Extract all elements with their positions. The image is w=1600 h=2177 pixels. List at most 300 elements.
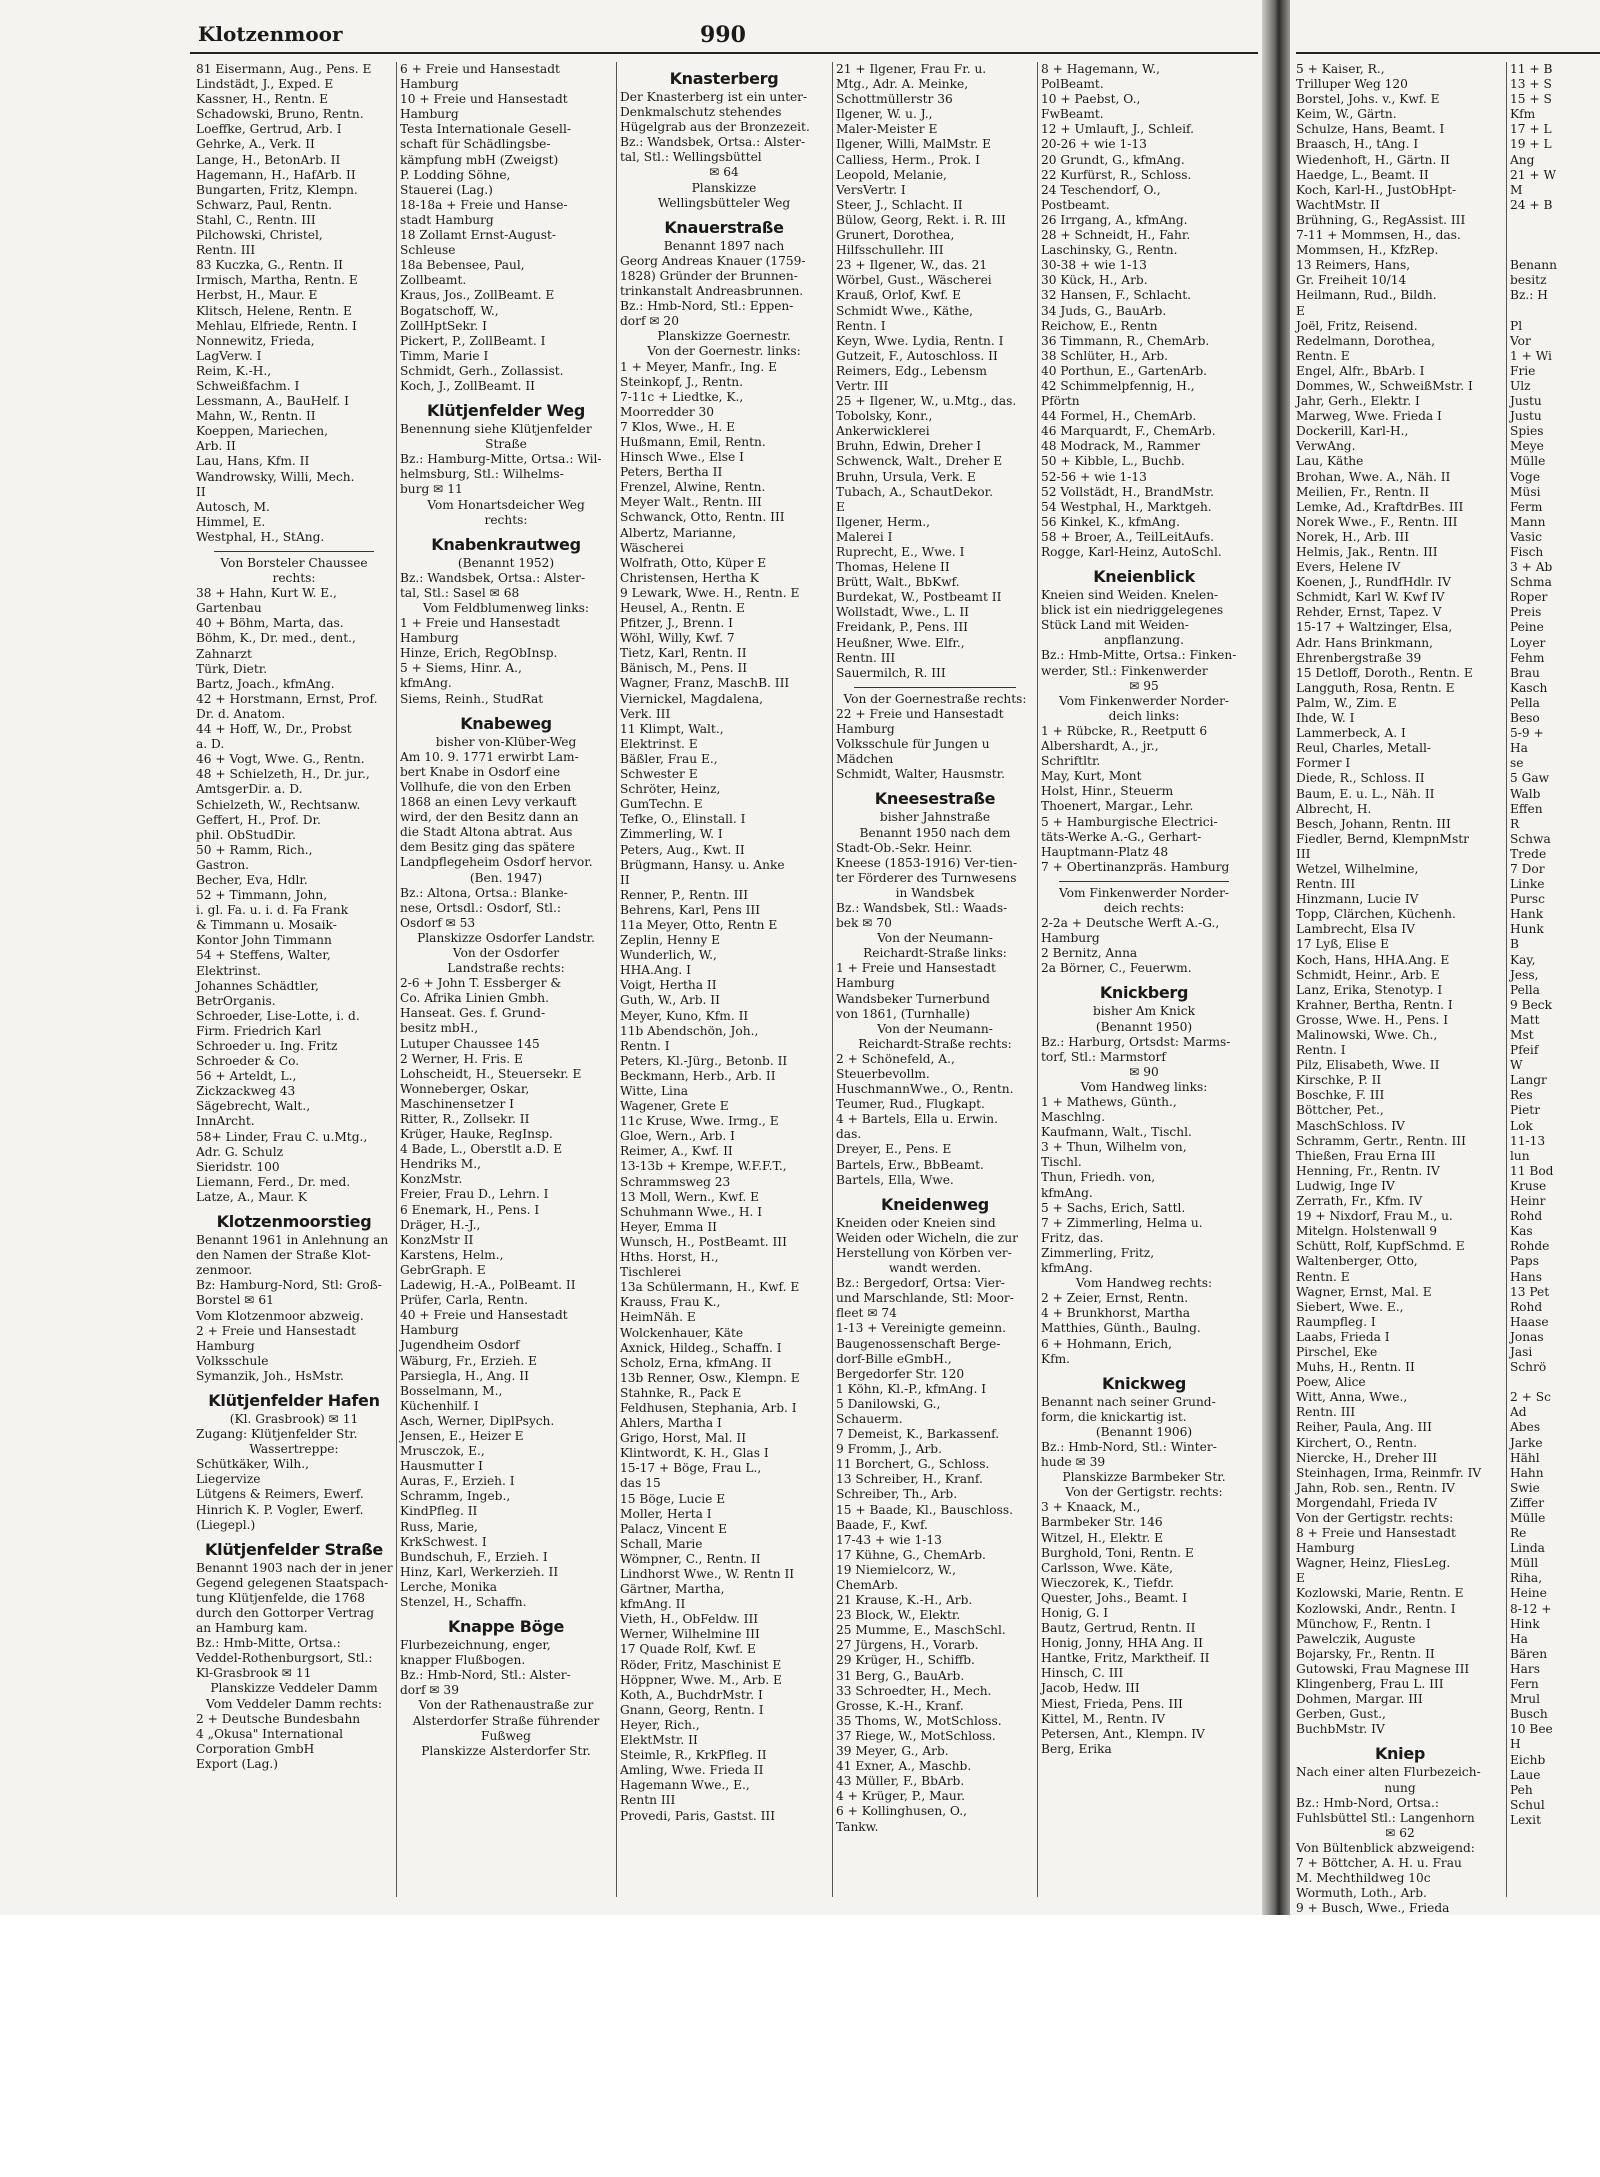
directory-entry: 8 + Hagemann, W., [1041, 62, 1161, 76]
directory-entry: Klingenberg, Frau L. III [1296, 1677, 1444, 1692]
directory-entry: Schrammsweg 23 [620, 1174, 731, 1189]
directory-entry: VersVertr. I [836, 182, 906, 197]
directory-entry: Fehm [1510, 650, 1545, 665]
directory-entry: 52-56 + wie 1-13 [1041, 469, 1147, 484]
directory-entry: 44 Formel, H., ChemArb. [1041, 409, 1197, 424]
directory-entry: Hagemann Wwe., E., [620, 1778, 750, 1793]
directory-entry: 42 + Horstmann, Ernst, Prof. [196, 691, 378, 706]
directory-entry: Pickert, P., ZollBeamt. I [400, 333, 546, 348]
directory-entry: Koenen, J., RundfHdlr. IV [1296, 575, 1451, 590]
next-page-rule [1296, 52, 1600, 54]
directory-entry: knapper Flußbogen. [400, 1653, 526, 1668]
directory-entry: Von der Goernestraße rechts: [843, 691, 1027, 706]
directory-entry: Krauss, Frau K., [620, 1295, 721, 1310]
directory-entry: 7-11 + Mommsen, H., das. [1296, 228, 1461, 243]
directory-entry: Hths. Horst, H., [620, 1250, 719, 1265]
directory-entry: 8-12 + [1510, 1601, 1552, 1616]
directory-entry: Bz.: Hmb-Nord, Ortsa.: [1296, 1795, 1439, 1810]
directory-entry: 1-13 + Vereinigte gemeinn. [836, 1321, 1006, 1336]
directory-entry: 7 + Böttcher, A. H. u. Frau [1296, 1855, 1462, 1870]
directory-entry: Stahl, C., Rentn. III [196, 212, 316, 227]
directory-entry: Schulze, Hans, Beamt. I [1296, 122, 1445, 137]
directory-entry: a. D. [196, 737, 225, 752]
directory-entry: Brütt, Walt., BbKwf. [836, 575, 960, 590]
directory-entry: Vom Handweg rechts: [1075, 1276, 1213, 1291]
directory-entry: 21 + W [1510, 167, 1556, 182]
directory-entry: 40 + Böhm, Marta, das. [196, 616, 344, 631]
directory-entry: Hamburg [836, 722, 895, 737]
directory-entry: Trilluper Weg 120 [1296, 77, 1408, 92]
directory-entry: Tubach, A., SchautDekor. [836, 484, 993, 499]
directory-entry: Bz.: Wandsbek, Stl.: Waads- [836, 900, 1008, 915]
directory-entry: Bz.: Hmb-Mitte, Ortsa.: Finken- [1041, 648, 1237, 663]
directory-entry: 24 Teschendorf, O., [1041, 182, 1161, 197]
directory-entry: Viernickel, Magdalena, [620, 691, 764, 706]
directory-entry: nung [1384, 1780, 1416, 1795]
directory-entry: 58+ Linder, Frau C. u.Mtg., [196, 1129, 368, 1144]
directory-entry: Rentn. I [1296, 1043, 1346, 1058]
directory-entry: Steer, J., Schlacht. II [836, 197, 963, 212]
directory-entry: Christensen, Hertha K [620, 570, 759, 585]
directory-entry: Sieridstr. 100 [196, 1159, 280, 1174]
directory-entry: Schall, Marie [620, 1536, 703, 1551]
directory-entry: Vom Klotzenmoor abzweig. [196, 1308, 364, 1323]
directory-entry: 30 Kück, H., Arb. [1041, 273, 1148, 288]
directory-entry: Höppner, Wwe. M., Arb. E [620, 1672, 782, 1687]
directory-entry: Flurbezeichnung, enger, [400, 1638, 551, 1653]
directory-entry: 2 Werner, H. Fris. E [400, 1051, 523, 1066]
directory-entry: Bz.: H [1510, 288, 1548, 303]
directory-entry: an Hamburg kam. [196, 1621, 308, 1636]
directory-entry: HeimNäh. E [620, 1310, 696, 1325]
directory-entry: Heyer, Rich., [620, 1717, 700, 1732]
directory-entry: ✉ 90 [1129, 1064, 1159, 1079]
directory-entry: Planskizze Barmbeker Str. [1062, 1470, 1226, 1485]
column-7 [1510, 62, 1600, 1902]
directory-entry: 31 Berg, G., BauArb. [836, 1668, 965, 1683]
directory-entry: 41 Exner, A., Maschb. [836, 1759, 972, 1774]
directory-entry: Fuhlsbüttel Stl.: Langenhorn [1296, 1810, 1475, 1825]
directory-entry: Lemke, Ad., KraftdrBes. III [1296, 499, 1464, 514]
directory-entry: fleet ✉ 74 [836, 1306, 897, 1321]
directory-entry: Mtg., Adr. A. Meinke, [836, 77, 969, 92]
directory-entry: Witzel, H., Elektr. E [1041, 1530, 1164, 1545]
directory-entry: Schadowski, Bruno, Rentn. [196, 107, 364, 122]
directory-entry: 13a Schülermann, H., Kwf. E [620, 1280, 800, 1295]
directory-entry: 5 + Sachs, Erich, Sattl. [1041, 1200, 1186, 1215]
directory-entry: Wagner, Ernst, Mal. E [1296, 1284, 1432, 1299]
directory-entry: Vom Finkenwerder Norder- [1058, 693, 1230, 708]
street-heading: Kneesestraße [874, 789, 996, 809]
directory-entry: Rentn. III [196, 243, 256, 258]
directory-entry: Bergedorfer Str. 120 [836, 1366, 965, 1381]
directory-entry: FwBeamt. [1041, 107, 1104, 122]
directory-entry: 10 Bee [1510, 1722, 1553, 1737]
directory-entry: bisher Am Knick [1092, 1004, 1195, 1019]
directory-entry: Wagener, Grete E [620, 1099, 729, 1114]
directory-entry: Alsterdorfer Straße führender [412, 1713, 600, 1728]
directory-entry: Beckmann, Herb., Arb. II [620, 1068, 776, 1083]
directory-entry: das 15 [620, 1476, 661, 1491]
directory-entry: Benannt nach seiner Grund- [1041, 1394, 1216, 1409]
directory-entry: Hamburg [400, 77, 459, 92]
directory-entry: 6 Enemark, H., Pens. I [400, 1202, 540, 1217]
directory-entry: 13 Reimers, Hans, [1296, 258, 1411, 273]
directory-entry: Res [1510, 1088, 1533, 1103]
directory-entry: kfmAng. II [620, 1597, 686, 1612]
directory-entry: Schottmüllerstr 36 [836, 92, 953, 107]
directory-entry: 18 Zollamt Ernst-August- [400, 228, 556, 243]
directory-entry: Herbst, H., Maur. E [196, 288, 318, 303]
directory-entry: Lok [1510, 1118, 1533, 1133]
directory-entry: Poew, Alice [1296, 1375, 1366, 1390]
directory-entry: Gartenbau [196, 601, 262, 616]
directory-entry: Bz.: Wandsbek, Ortsa.: Alster- [620, 135, 806, 150]
directory-entry: Schmidt Wwe., Käthe, [836, 303, 974, 318]
directory-entry: Malinowski, Wwe. Ch., [1296, 1028, 1438, 1042]
directory-entry: Bz.: Hamburg-Mitte, Ortsa.: Wil- [400, 452, 602, 467]
directory-entry: 11b Abendschön, Joh., [620, 1023, 759, 1038]
directory-entry: 23 + Ilgener, W., das. 21 [836, 258, 988, 273]
directory-entry: Herstellung von Körben ver- [836, 1245, 1012, 1260]
directory-entry: Thun, Friedh. von, [1041, 1170, 1156, 1185]
directory-entry: Tischl. [1041, 1155, 1082, 1170]
directory-entry: Stauerei (Lag.) [400, 182, 493, 197]
directory-entry: Jugendheim Osdorf [400, 1338, 520, 1353]
directory-entry: Teumer, Rud., Flugkapt. [836, 1097, 985, 1112]
directory-entry: Lindstädt, J., Exped. E [196, 77, 334, 92]
directory-entry: Paps [1510, 1254, 1539, 1269]
directory-entry: Von der Neumann- [877, 1021, 993, 1036]
directory-entry: Mst [1510, 1028, 1534, 1042]
directory-entry: Preis [1510, 605, 1542, 620]
directory-entry: 36 Timmann, R., ChemArb. [1041, 333, 1210, 348]
directory-entry: kämpfung mbH (Zweigst) [400, 152, 559, 167]
directory-entry: Sauermilch, R. III [836, 665, 946, 680]
directory-entry: Jacob, Hedw. III [1041, 1681, 1140, 1696]
directory-entry: Rohde [1510, 1239, 1550, 1254]
directory-entry: Miest, Frieda, Pens. III [1041, 1696, 1183, 1711]
directory-entry: Lau, Hans, Kfm. II [196, 454, 310, 469]
directory-entry: 7 + Zimmerling, Helma u. [1041, 1215, 1203, 1230]
directory-entry: Arb. II [196, 439, 236, 454]
directory-entry: Hagemann, H., HafArb. II [196, 167, 356, 182]
directory-entry: 4 Bade, L., Oberstlt a.D. E [400, 1142, 563, 1157]
directory-entry: 12 + Umlauft, J., Schleif. [1041, 122, 1195, 137]
directory-entry: Morgendahl, Frieda IV [1296, 1495, 1438, 1510]
directory-entry: das. [836, 1127, 862, 1142]
directory-entry: Witt, Anna, Wwe., [1296, 1390, 1408, 1405]
directory-entry: BuchbMstr. IV [1296, 1722, 1385, 1737]
directory-entry: 21 Krause, K.-H., Arb. [836, 1593, 973, 1608]
directory-entry: 2 + Zeier, Ernst, Rentn. [1041, 1291, 1189, 1306]
directory-entry: R [1510, 816, 1520, 831]
directory-entry: Kassner, H., Rentn. E [196, 92, 329, 107]
directory-entry: 2 + Freie und Hansestadt [196, 1323, 356, 1338]
directory-entry: Ahlers, Martha I [620, 1416, 722, 1431]
directory-entry: burg ✉ 11 [400, 482, 463, 497]
directory-entry: Benann [1510, 258, 1557, 273]
directory-entry: Ehrenbergstraße 39 [1296, 650, 1422, 665]
street-header: Klotzenmoor [198, 22, 343, 46]
directory-entry: Meilien, Fr., Rentn. II [1296, 484, 1430, 499]
directory-entry: Schielzeth, W., Rechtsanw. [196, 797, 361, 812]
directory-entry: Feldhusen, Stephania, Arb. I [620, 1400, 797, 1415]
directory-entry: Wolfrath, Otto, Küper E [620, 555, 767, 570]
directory-entry: Müsi [1510, 484, 1541, 499]
directory-entry: Münchow, F., Rentn. I [1296, 1616, 1431, 1631]
directory-entry: 4 + Bartels, Ella u. Erwin. [836, 1112, 998, 1127]
directory-entry: 21 + Ilgener, Frau Fr. u. [836, 62, 987, 76]
directory-entry: Tietz, Karl, Rentn. II [620, 646, 747, 661]
directory-entry: Bänisch, M., Pens. II [620, 661, 748, 676]
section-separator [1059, 881, 1229, 882]
directory-entry: Bruhn, Ursula, Verk. E [836, 469, 976, 484]
directory-entry: Adr. Hans Brinkmann, [1296, 635, 1434, 650]
directory-entry: Bartz, Joach., kfmAng. [196, 676, 335, 691]
directory-entry: Wassertreppe: [249, 1442, 339, 1457]
directory-entry: Jess, [1510, 967, 1539, 982]
directory-entry: 13 Pet [1510, 1284, 1550, 1299]
directory-entry: 2 + Deutsche Bundesbahn [196, 1711, 361, 1726]
directory-entry: Hendriks M., [400, 1157, 481, 1172]
directory-entry: Brohan, Wwe. A., Näh. II [1296, 469, 1451, 484]
directory-entry: Rehder, Ernst, Tapez. V [1296, 605, 1442, 620]
directory-entry: Landpflegeheim Osdorf hervor. [400, 855, 593, 870]
directory-entry: Wunsch, H., PostBeamt. III [620, 1234, 787, 1249]
directory-entry: Schauerm. [836, 1411, 903, 1426]
directory-entry: Schroeder & Co. [196, 1054, 300, 1069]
directory-entry [1510, 228, 1600, 243]
directory-entry: Renner, P., Rentn. III [620, 887, 749, 902]
directory-entry: Bäßler, Frau E., [620, 751, 718, 766]
directory-entry: 19 + Nixdorf, Frau M., u. [1296, 1209, 1453, 1224]
directory-entry: Bülow, Georg, Rekt. i. R. III [836, 212, 1006, 227]
directory-entry: 38 + Hahn, Kurt W. E., [196, 586, 337, 601]
directory-entry: Benannt 1903 nach der in jener [196, 1560, 393, 1575]
directory-entry: Mrusczok, E., [400, 1444, 485, 1459]
directory-entry: Lexit [1510, 1812, 1541, 1827]
directory-entry: 40 Porthun, E., GartenArb. [1041, 363, 1208, 378]
directory-entry: Bojarsky, Fr., Rentn. II [1296, 1646, 1435, 1661]
directory-entry: Dommes, W., SchweißMstr. I [1296, 378, 1473, 393]
directory-entry: 32 Hansen, F., Schlacht. [1041, 288, 1192, 303]
directory-entry: 46 Marquardt, F., ChemArb. [1041, 424, 1216, 439]
directory-entry: 2 + Sc [1510, 1390, 1551, 1405]
street-heading: Klütjenfelder Hafen [208, 1390, 380, 1410]
directory-entry: Koch, Hans, HHA.Ang. E [1296, 952, 1450, 967]
directory-entry: Rentn. E [1296, 348, 1350, 363]
directory-entry: Langguth, Rosa, Rentn. E [1296, 680, 1455, 695]
directory-entry: Wollstadt, Wwe., L. II [836, 605, 969, 620]
directory-entry: Jahr, Gerh., Elektr. I [1296, 394, 1420, 409]
directory-entry: Mommsen, H., KfzRep. [1296, 243, 1439, 258]
directory-entry: Grigo, Horst, Mal. II [620, 1431, 747, 1446]
street-heading: Knabenkrautweg [431, 534, 581, 554]
directory-entry: Bz.: Hmb-Nord, Stl.: Eppen- [620, 299, 794, 314]
directory-entry: Lutuper Chaussee 145 [400, 1036, 540, 1051]
directory-entry: Palm, W., Zim. E [1296, 695, 1397, 710]
directory-entry: Volksschule [196, 1353, 269, 1368]
directory-entry: ElektMstr. II [620, 1733, 698, 1748]
directory-entry: 40 + Freie und Hansestadt [400, 1308, 568, 1323]
directory-entry: Grunert, Dorothea, [836, 228, 955, 243]
directory-entry: Hilfsschullehr. III [836, 243, 944, 258]
directory-entry: Diede, R., Schloss. II [1296, 771, 1425, 786]
directory-entry: Osdorf ✉ 53 [400, 915, 476, 930]
directory-entry: Kozlowski, Andr., Rentn. I [1296, 1601, 1456, 1616]
directory-entry: Peters, Aug., Kwt. II [620, 842, 745, 857]
directory-entry: 48 Modrack, M., Rammer [1041, 439, 1201, 454]
directory-entry: Baade, F., Kwf. [836, 1517, 928, 1532]
directory-entry: Scholz, Erna, kfmAng. II [620, 1355, 772, 1370]
directory-entry: P. Lodding Söhne, [400, 167, 511, 182]
directory-entry: 6 + Hohmann, Erich, [1041, 1336, 1172, 1351]
directory-entry: tung Klütjenfelde, die 1768 [196, 1590, 366, 1605]
directory-entry: Brügmann, Hansy. u. Anke [620, 857, 785, 872]
directory-entry: Bz: Hamburg-Nord, Stl: Groß- [196, 1278, 382, 1293]
directory-entry: Kas [1510, 1224, 1533, 1239]
street-heading: Klotzenmoorstieg [216, 1212, 372, 1232]
directory-entry: Schreiber, Th., Arb. [836, 1487, 958, 1502]
directory-entry [1510, 213, 1600, 228]
directory-entry: Kozlowski, Marie, Rentn. E [1296, 1586, 1464, 1601]
directory-entry: durch den Gottorper Vertrag [196, 1606, 375, 1620]
directory-entry: Keim, W., Gärtn. [1296, 107, 1397, 122]
directory-entry: Freidank, P., Pens. III [836, 620, 968, 635]
directory-entry: Beso [1510, 711, 1540, 726]
directory-entry: Barmbeker Str. 146 [1041, 1515, 1163, 1530]
directory-entry: II [620, 872, 630, 887]
directory-entry: Lütgens & Reimers, Ewerf. [196, 1487, 364, 1502]
directory-entry: Küchenhilf. I [400, 1398, 479, 1413]
directory-entry: Peh [1510, 1782, 1533, 1797]
directory-entry: AmtsgerDir. a. D. [196, 782, 303, 797]
directory-entry: Dreyer, E., Pens. E [836, 1142, 952, 1157]
directory-entry: Laschinsky, G., Rentn. [1041, 243, 1178, 258]
directory-entry: Schramm, Gertr., Rentn. III [1296, 1133, 1466, 1148]
directory-entry: Grosse, K.-H., Kranf. [836, 1698, 964, 1713]
directory-entry: Wäburg, Fr., Erzieh. E [400, 1353, 538, 1368]
directory-entry: Reimer, A., Kwf. II [620, 1144, 733, 1159]
directory-entry: 52 Vollstädt, H., BrandMstr. [1041, 484, 1215, 499]
directory-entry: Adr. G. Schulz [196, 1144, 284, 1159]
directory-entry: Moller, Herta I [620, 1506, 712, 1521]
directory-entry: 27 Jürgens, H., Vorarb. [836, 1638, 979, 1653]
directory-entry: Westphal, H., StAng. [196, 529, 325, 544]
directory-entry: Maler-Meister E [836, 122, 938, 137]
directory-entry: 4 + Krüger, P., Maur. [836, 1789, 966, 1804]
directory-entry: Ritter, R., Zollsekr. II [400, 1112, 530, 1126]
directory-entry: Ihde, W. I [1296, 711, 1355, 726]
directory-entry: Pursc [1510, 892, 1545, 907]
directory-entry: Thoenert, Margar., Lehr. [1041, 799, 1194, 814]
directory-entry: Lohscheidt, H., Steuersekr. E [400, 1066, 582, 1081]
directory-entry: Vom Veddeler Damm rechts: [206, 1696, 382, 1711]
directory-entry: 18-18a + Freie und Hanse- [400, 197, 568, 212]
directory-entry: dorf ✉ 39 [400, 1683, 459, 1698]
directory-entry: Niercke, H., Dreher III [1296, 1450, 1438, 1465]
directory-entry: Schröter, Heinz, [620, 782, 721, 797]
directory-entry: Fiedler, Bernd, KlempnMstr [1296, 831, 1469, 846]
directory-entry: Schrö [1510, 1360, 1547, 1375]
directory-entry: tal, Stl.: Wellingsbüttel [620, 150, 762, 165]
directory-entry: 4 „Okusa" International [196, 1726, 344, 1741]
column-divider [396, 62, 397, 1897]
directory-entry: 3 + Ab [1510, 560, 1553, 575]
directory-entry: Röder, Fritz, Maschinist E [620, 1657, 782, 1672]
column-3 [620, 62, 828, 1902]
directory-entry: Firm. Friedrich Karl [196, 1023, 322, 1038]
directory-entry: Fritz, das. [1041, 1230, 1104, 1245]
directory-entry: Pietr [1510, 1103, 1541, 1118]
directory-entry: Reichardt-Straße links: [863, 946, 1007, 961]
directory-entry: Justu [1510, 409, 1542, 424]
directory-entry: Kneiden oder Kneien sind [836, 1215, 996, 1230]
directory-entry: Koth, A., BuchdrMstr. I [620, 1687, 763, 1702]
directory-entry: Hans [1510, 1269, 1542, 1284]
directory-entry: 10 + Paebst, O., [1041, 92, 1141, 107]
directory-entry: Mädchen [836, 752, 894, 767]
column-divider [1506, 62, 1507, 1897]
directory-entry: Schramm, Ingeb., [400, 1489, 511, 1504]
directory-entry: 11 Bod [1510, 1163, 1554, 1178]
directory-entry: Elektrinst. E [620, 736, 698, 751]
directory-entry: nese, Ortsdl.: Osdorf, Stl.: [400, 900, 561, 915]
directory-entry: 1 + Mathews, Günth., [1041, 1095, 1177, 1109]
directory-entry: Mann [1510, 514, 1546, 529]
directory-entry: 13 Moll, Wern., Kwf. E [620, 1189, 760, 1204]
directory-entry: Steinhagen, Irma, Reinmfr. IV [1296, 1465, 1482, 1480]
directory-entry: Benennung siehe Klütjenfelder [400, 422, 592, 437]
directory-entry: Klintwordt, K. H., Glas I [620, 1446, 769, 1461]
directory-entry: 11 Borchert, G., Schloss. [836, 1457, 990, 1472]
directory-entry: Reichow, E., Rentn [1041, 318, 1158, 333]
directory-entry: Rentn. I [620, 1038, 670, 1053]
directory-entry: Malerei I [836, 529, 893, 544]
directory-entry: Zerrath, Fr., Kfm. IV [1296, 1194, 1423, 1209]
directory-entry: Schroeder u. Ing. Fritz [196, 1039, 338, 1053]
directory-entry: Planskizze Alsterdorfer Str. [421, 1743, 591, 1758]
directory-entry: Postbeamt. [1041, 197, 1110, 212]
directory-entry: Straße [485, 437, 527, 452]
directory-entry: Kaufmann, Walt., Tischl. [1041, 1125, 1192, 1140]
directory-entry: täts-Werke A.-G., Gerhart- [1041, 829, 1202, 844]
directory-entry: deich links: [1108, 708, 1180, 723]
directory-entry: Koeppen, Mariechen, [196, 424, 329, 439]
directory-entry: Planskizze Goernestr. [657, 329, 791, 344]
directory-entry: Voge [1510, 469, 1541, 484]
directory-entry: Lammerbeck, A. I [1296, 726, 1406, 741]
directory-entry: Corporation GmbH [196, 1741, 315, 1756]
directory-entry: Schwanck, Otto, Rentn. III [620, 510, 785, 525]
directory-entry: 30-38 + wie 1-13 [1041, 258, 1147, 273]
directory-entry: 50 + Ramm, Rich., [196, 842, 313, 857]
column-divider [616, 62, 617, 1897]
directory-entry: Rohd [1510, 1299, 1543, 1314]
directory-entry: 13-13b + Krempe, W.F.F.T., [620, 1159, 787, 1174]
directory-entry: Planskizze Veddeler Damm [210, 1681, 378, 1696]
directory-entry: Stahnke, R., Pack E [620, 1385, 742, 1400]
directory-entry: Kraus, Jos., ZollBeamt. E [400, 288, 555, 303]
directory-entry: Prüfer, Carla, Rentn. [400, 1293, 529, 1308]
directory-entry: Lindhorst Wwe., W. Rentn II [620, 1567, 795, 1581]
directory-entry: 34 Juds, G., BauArb. [1041, 303, 1167, 318]
directory-entry: Keyn, Wwe. Lydia, Rentn. I [836, 333, 1004, 348]
directory-entry: Schma [1510, 575, 1552, 590]
directory-entry: Waltenberger, Otto, [1296, 1254, 1418, 1269]
directory-entry: Wäscherei [620, 540, 684, 555]
